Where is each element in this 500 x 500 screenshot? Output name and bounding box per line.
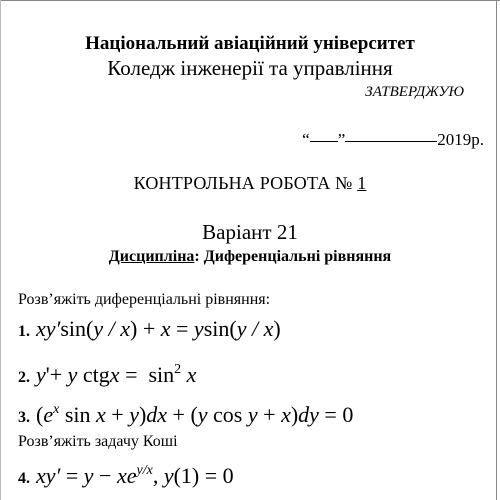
month-blank bbox=[345, 140, 437, 142]
task-2-number: 2. bbox=[18, 369, 30, 386]
college-name: Коледж інженерії та управління bbox=[107, 56, 393, 80]
task-1-equation: xy′sin(y / x) + x = ysin(y / x) bbox=[36, 316, 281, 341]
task-2-equation: y'+ y ctgx = $\sin^2 x$ bbox=[36, 362, 197, 387]
discipline-value: : Диференціальні рівняння bbox=[194, 248, 392, 265]
discipline-line bbox=[0, 248, 500, 266]
task-2 bbox=[18, 362, 196, 388]
university-name: Національний авіаційний університет bbox=[85, 33, 415, 54]
page-border-top bbox=[0, 0, 500, 1]
task-1-number: 1. bbox=[18, 323, 30, 340]
test-title-text: КОНТРОЛЬНА РОБОТА № bbox=[133, 173, 358, 193]
task-4-equation: $xy' = y - xe^{y/x}$, y(1) = 0 bbox=[36, 463, 234, 488]
test-title bbox=[0, 173, 500, 194]
date-open-quote: “ bbox=[302, 130, 310, 149]
date-year: 2019р. bbox=[437, 130, 484, 149]
task-3 bbox=[18, 402, 353, 428]
test-number: 1 bbox=[357, 173, 367, 193]
approval-label: ЗАТВЕРДЖУЮ bbox=[365, 84, 464, 100]
day-blank bbox=[310, 140, 338, 142]
task-3-equation: ($e^x$ sin x + y)dx + (y cos y + x)dy = 0 bbox=[36, 402, 354, 427]
section-2-instruction: Розв’яжіть задачу Коші bbox=[18, 433, 178, 450]
date-line bbox=[302, 130, 484, 150]
task-1 bbox=[18, 316, 281, 342]
task-4-number: 4. bbox=[18, 470, 30, 487]
date-close-quote: ” bbox=[337, 130, 346, 149]
task-4 bbox=[18, 463, 234, 489]
discipline-label: Дисципліна bbox=[108, 248, 195, 265]
section-1-instruction: Розв’яжіть диференціальні рівняння: bbox=[18, 291, 271, 308]
task-3-number: 3. bbox=[18, 409, 30, 426]
variant-heading: Варіант 21 bbox=[202, 220, 298, 244]
